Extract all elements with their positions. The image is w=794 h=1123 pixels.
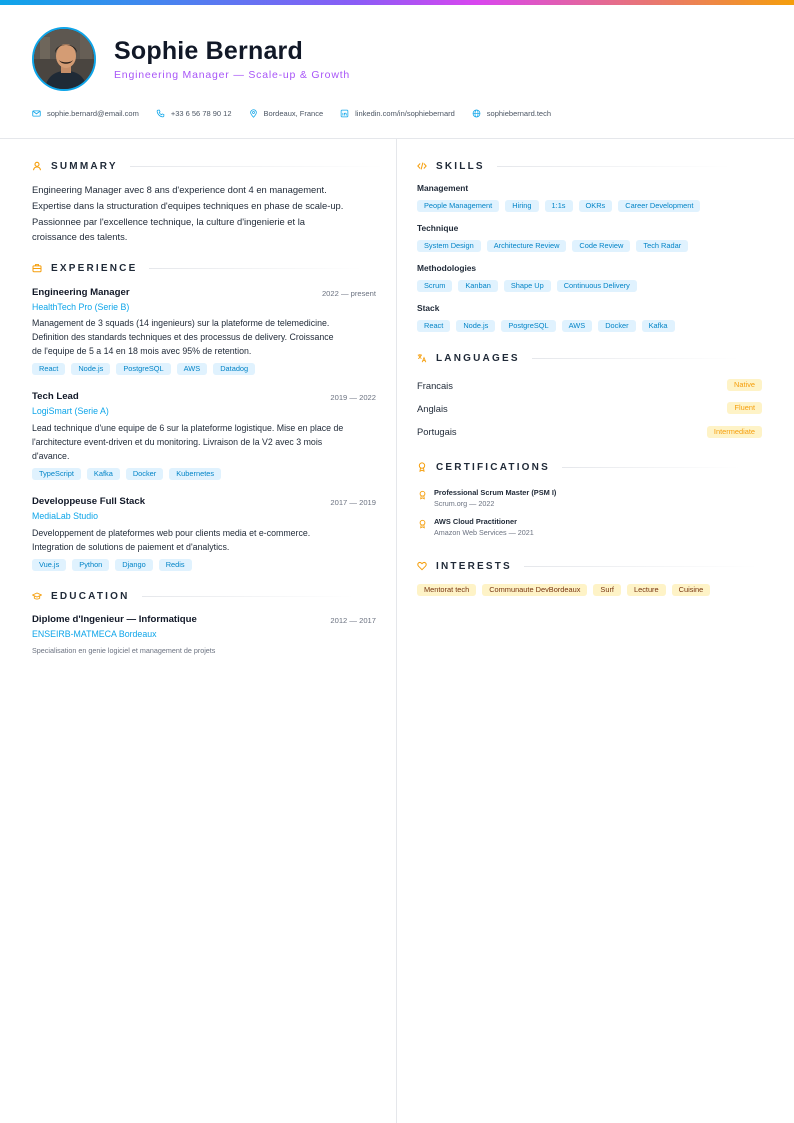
skill-tag: Tech Radar bbox=[636, 240, 688, 252]
skills-heading-rule bbox=[497, 166, 731, 167]
language-level-badge: Intermediate bbox=[707, 426, 762, 438]
award-icon bbox=[418, 490, 427, 500]
languages-title: LANGUAGES bbox=[436, 352, 520, 364]
language-level-badge: Fluent bbox=[727, 402, 762, 414]
job-title: Developpeuse Full Stack bbox=[32, 496, 146, 507]
job-tags bbox=[32, 363, 261, 375]
skill-tags bbox=[417, 200, 706, 212]
certifications-title: CERTIFICATIONS bbox=[436, 461, 550, 473]
interest-tag: Mentorat tech bbox=[417, 584, 476, 596]
summary-line: Expertise dans la structuration d'equipes techniques en phase de scale-up. bbox=[32, 199, 344, 211]
job-description bbox=[32, 421, 382, 464]
contact-phone[interactable] bbox=[156, 109, 232, 118]
job-dates: 2019 — 2022 bbox=[330, 393, 376, 402]
skill-tag: Kafka bbox=[642, 320, 675, 332]
job-description-line: Lead technique d'une equipe de 6 sur la plateforme logistique. Mise en place de bbox=[32, 423, 344, 433]
interests-title: INTERESTS bbox=[436, 560, 512, 572]
skill-tag: People Management bbox=[417, 200, 499, 212]
certification-name: AWS Cloud Practitioner bbox=[434, 517, 517, 526]
interest-tag: Surf bbox=[593, 584, 621, 596]
globe-icon bbox=[472, 109, 481, 118]
job-description-line: Integration de solutions de paiement et d'analytics. bbox=[32, 542, 230, 553]
job-title: Tech Lead bbox=[32, 391, 79, 402]
experience-heading bbox=[32, 261, 363, 275]
job-description-line: d'avance. bbox=[32, 451, 70, 462]
briefcase-icon bbox=[32, 263, 42, 273]
summary-heading bbox=[32, 159, 384, 173]
contact-email[interactable] bbox=[32, 109, 139, 118]
education-heading bbox=[32, 589, 354, 603]
award-icon bbox=[418, 519, 427, 529]
skill-tag: Hiring bbox=[505, 200, 538, 212]
job-description bbox=[32, 526, 382, 554]
skill-tags bbox=[417, 280, 643, 292]
contact-phone-text: +33 6 56 78 90 12 bbox=[170, 108, 232, 118]
skill-tag: TypeScript bbox=[32, 468, 81, 480]
contact-location bbox=[249, 109, 324, 118]
skill-tag: Python bbox=[72, 559, 109, 571]
job-dates: 2017 — 2019 bbox=[330, 498, 376, 507]
school-name: ENSEIRB-MATMECA Bordeaux bbox=[32, 629, 157, 639]
summary-line: croissance des talents. bbox=[32, 231, 128, 243]
code-icon bbox=[417, 161, 427, 171]
skill-tag: Code Review bbox=[572, 240, 630, 252]
interests-heading bbox=[417, 559, 758, 573]
contact-row bbox=[32, 106, 568, 120]
interest-tag: Communaute DevBordeaux bbox=[482, 584, 587, 596]
skill-tag: Node.js bbox=[71, 363, 110, 375]
skill-tag: Scrum bbox=[417, 280, 452, 292]
skill-tag: PostgreSQL bbox=[501, 320, 555, 332]
top-gradient-bar bbox=[0, 0, 794, 5]
contact-email-text: sophie.bernard@email.com bbox=[47, 108, 139, 118]
education-dates: 2012 — 2017 bbox=[330, 616, 376, 625]
skill-category: Methodologies bbox=[417, 263, 477, 273]
interest-tag: Lecture bbox=[627, 584, 666, 596]
job-company: HealthTech Pro (Serie B) bbox=[32, 302, 130, 312]
job-tags bbox=[32, 559, 198, 571]
skill-tag: Architecture Review bbox=[487, 240, 567, 252]
education-title: EDUCATION bbox=[51, 590, 130, 602]
job-company: LogiSmart (Serie A) bbox=[32, 406, 109, 416]
skill-tag: Career Development bbox=[618, 200, 700, 212]
languages-heading bbox=[417, 351, 740, 365]
languages-heading-rule bbox=[532, 358, 740, 359]
language-name: Francais bbox=[417, 380, 453, 391]
skill-tag: React bbox=[417, 320, 450, 332]
award-icon bbox=[417, 462, 427, 472]
skill-tag: Redis bbox=[159, 559, 192, 571]
job-description-line: Developpement de plateformes web pour clients media et e-commerce. bbox=[32, 528, 311, 538]
job-description-line: Definition des standards techniques et des processus de delivery. Croissance bbox=[32, 332, 334, 343]
mail-icon bbox=[32, 109, 41, 118]
interest-tags bbox=[417, 584, 716, 596]
skill-tag: React bbox=[32, 363, 65, 375]
skill-tag: AWS bbox=[562, 320, 593, 332]
skills-heading bbox=[417, 159, 731, 173]
certification-name: Professional Scrum Master (PSM I) bbox=[434, 488, 557, 497]
skill-tag: Kafka bbox=[87, 468, 120, 480]
skill-tags bbox=[417, 320, 681, 332]
skills-title: SKILLS bbox=[436, 160, 485, 172]
skill-tag: PostgreSQL bbox=[116, 363, 170, 375]
experience-heading-rule bbox=[149, 268, 363, 269]
location-pin-icon bbox=[249, 109, 258, 118]
heart-icon bbox=[417, 561, 427, 571]
language-name: Anglais bbox=[417, 403, 448, 414]
phone-icon bbox=[156, 109, 165, 118]
job-description-line: de l'equipe de 5 a 14 en 18 mois avec 95% de retention. bbox=[32, 346, 252, 357]
skill-tag: Node.js bbox=[456, 320, 495, 332]
education-note: Specialisation en genie logiciel et management de projets bbox=[32, 646, 216, 655]
education-heading-rule bbox=[142, 596, 354, 597]
summary-heading-rule bbox=[130, 166, 384, 167]
interests-heading-rule bbox=[524, 566, 758, 567]
skill-tag: Kubernetes bbox=[169, 468, 221, 480]
candidate-name: Sophie Bernard bbox=[114, 37, 303, 65]
summary-title: SUMMARY bbox=[51, 160, 118, 172]
job-company: MediaLab Studio bbox=[32, 511, 99, 521]
certifications-heading-rule bbox=[562, 467, 740, 468]
contact-website[interactable] bbox=[472, 109, 551, 118]
skill-category: Management bbox=[417, 183, 469, 193]
skill-category: Technique bbox=[417, 223, 459, 233]
skill-tag: Continuous Delivery bbox=[557, 280, 637, 292]
avatar bbox=[32, 27, 96, 91]
resume-header bbox=[32, 27, 772, 91]
column-divider bbox=[396, 139, 397, 1123]
skill-tag: AWS bbox=[177, 363, 208, 375]
skill-tag: OKRs bbox=[579, 200, 613, 212]
skill-tag: System Design bbox=[417, 240, 481, 252]
skill-tag: Datadog bbox=[213, 363, 255, 375]
interest-tag: Cuisine bbox=[672, 584, 711, 596]
skill-tag: Django bbox=[115, 559, 152, 571]
skill-tag: Kanban bbox=[458, 280, 497, 292]
skill-tag: Shape Up bbox=[504, 280, 551, 292]
degree-title: Diplome d'Ingenieur — Informatique bbox=[32, 614, 197, 625]
summary-line: Engineering Manager avec 8 ans d'experience dont 4 en management. bbox=[32, 184, 327, 195]
skill-tag: Docker bbox=[126, 468, 163, 480]
candidate-headline: Engineering Manager — Scale-up & Growth bbox=[114, 69, 351, 81]
summary-line: Passionnee par l'excellence technique, la culture d'ingenierie et la bbox=[32, 215, 306, 227]
job-dates: 2022 — present bbox=[321, 289, 376, 298]
contact-linkedin-text: linkedin.com/in/sophiebernard bbox=[355, 108, 455, 118]
linkedin-icon bbox=[340, 109, 349, 118]
graduation-cap-icon bbox=[32, 591, 42, 601]
contact-linkedin[interactable] bbox=[340, 109, 455, 118]
skill-tag: Docker bbox=[598, 320, 635, 332]
experience-title: EXPERIENCE bbox=[51, 262, 138, 274]
skill-tag: 1:1s bbox=[545, 200, 573, 212]
job-tags bbox=[32, 468, 227, 480]
person-icon bbox=[32, 161, 42, 171]
language-name: Portugais bbox=[417, 426, 457, 437]
contact-website-text: sophiebernard.tech bbox=[486, 108, 552, 118]
job-title: Engineering Manager bbox=[32, 287, 130, 298]
language-level-badge: Native bbox=[727, 379, 762, 391]
skill-tags bbox=[417, 240, 694, 252]
contact-location-text: Bordeaux, France bbox=[263, 108, 324, 118]
header-divider bbox=[0, 138, 794, 139]
job-description-line: l'architecture event-driven et du monitoring. Livraison de la V2 avec 3 mois bbox=[32, 437, 323, 448]
summary-text bbox=[32, 182, 382, 245]
skill-category: Stack bbox=[417, 303, 440, 313]
certifications-heading bbox=[417, 460, 740, 474]
job-description-line: Management de 3 squads (14 ingenieurs) sur la plateforme de telemedicine. bbox=[32, 318, 330, 328]
job-description bbox=[32, 316, 382, 359]
translate-icon bbox=[417, 353, 427, 363]
certification-issuer: Amazon Web Services — 2021 bbox=[434, 528, 534, 537]
certification-issuer: Scrum.org — 2022 bbox=[434, 499, 495, 508]
skill-tag: Vue.js bbox=[32, 559, 66, 571]
